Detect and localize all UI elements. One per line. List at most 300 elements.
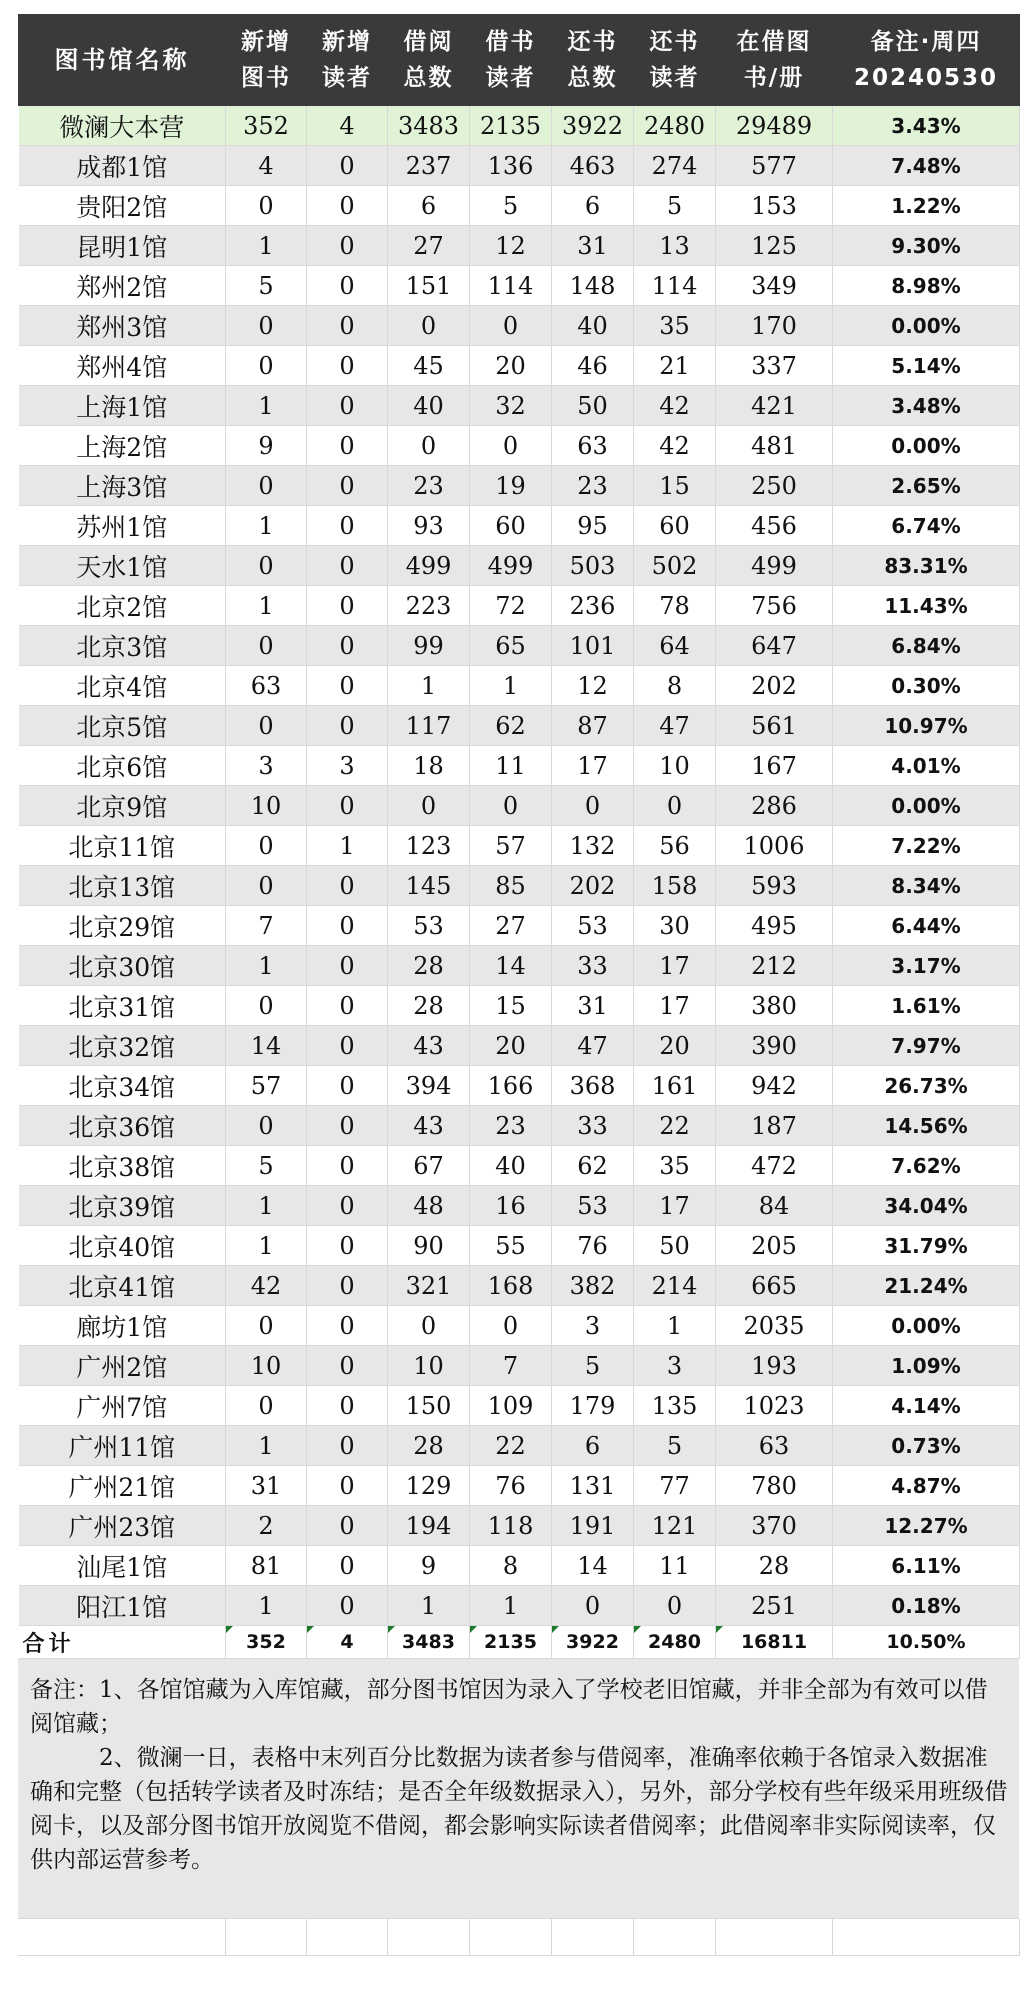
total-borrowing-readers[interactable] [470,1626,552,1659]
cell-new-books[interactable]: 4 [226,146,307,186]
cell-total-returned[interactable]: 87 [552,706,634,746]
cell-borrowing-readers[interactable]: 0 [470,786,552,826]
cell-borrow-rate[interactable]: 8.34% [833,866,1020,906]
cell-books-on-loan[interactable]: 29489 [716,106,833,146]
cell-returning-readers[interactable]: 42 [634,386,716,426]
cell-total-returned[interactable]: 31 [552,986,634,1026]
cell-total-returned[interactable]: 382 [552,1266,634,1306]
cell-books-on-loan[interactable]: 84 [716,1186,833,1226]
cell-borrow-rate[interactable]: 0.00% [833,786,1020,826]
cell-borrow-rate[interactable]: 7.97% [833,1026,1020,1066]
cell-total-returned[interactable]: 33 [552,1106,634,1146]
cell-new-readers[interactable]: 0 [307,666,388,706]
cell-borrow-rate[interactable]: 6.84% [833,626,1020,666]
cell-new-books[interactable]: 0 [226,346,307,386]
cell-new-readers[interactable]: 0 [307,1186,388,1226]
cell-borrowing-readers[interactable]: 2135 [470,106,552,146]
cell-returning-readers[interactable]: 56 [634,826,716,866]
cell-total-borrowed[interactable]: 28 [388,1426,470,1466]
cell-total-borrowed[interactable]: 99 [388,626,470,666]
cell-total-borrowed[interactable]: 394 [388,1066,470,1106]
cell-returning-readers[interactable]: 161 [634,1066,716,1106]
cell-new-readers[interactable]: 0 [307,866,388,906]
cell-total-borrowed[interactable]: 10 [388,1346,470,1386]
cell-new-books[interactable]: 0 [226,466,307,506]
cell-new-readers[interactable]: 0 [307,146,388,186]
cell-returning-readers[interactable]: 22 [634,1106,716,1146]
cell-returning-readers[interactable]: 5 [634,1426,716,1466]
cell-total-borrowed[interactable]: 123 [388,826,470,866]
cell-new-readers[interactable]: 0 [307,786,388,826]
cell-new-books[interactable]: 352 [226,106,307,146]
cell-borrow-rate[interactable]: 0.00% [833,1306,1020,1346]
cell-new-books[interactable]: 7 [226,906,307,946]
cell-total-borrowed[interactable]: 18 [388,746,470,786]
cell-books-on-loan[interactable]: 561 [716,706,833,746]
cell-total-borrowed[interactable]: 1 [388,1586,470,1626]
cell-new-readers[interactable]: 0 [307,1226,388,1266]
cell-books-on-loan[interactable]: 481 [716,426,833,466]
cell-borrowing-readers[interactable]: 0 [470,426,552,466]
cell-total-returned[interactable]: 3 [552,1306,634,1346]
cell-borrow-rate[interactable]: 7.22% [833,826,1020,866]
cell-library-name[interactable]: 上海3馆 [19,466,226,506]
cell-books-on-loan[interactable]: 63 [716,1426,833,1466]
cell-new-readers[interactable]: 0 [307,1586,388,1626]
total-borrow-rate[interactable] [833,1626,1020,1659]
cell-total-returned[interactable]: 132 [552,826,634,866]
cell-new-books[interactable]: 1 [226,946,307,986]
cell-total-borrowed[interactable]: 223 [388,586,470,626]
cell-new-books[interactable]: 10 [226,1346,307,1386]
cell-new-readers[interactable]: 0 [307,1146,388,1186]
cell-new-readers[interactable]: 0 [307,1506,388,1546]
cell-returning-readers[interactable]: 8 [634,666,716,706]
cell-library-name[interactable]: 北京9馆 [19,786,226,826]
cell-total-borrowed[interactable]: 151 [388,266,470,306]
cell-total-borrowed[interactable]: 23 [388,466,470,506]
cell-library-name[interactable]: 北京5馆 [19,706,226,746]
cell-library-name[interactable]: 贵阳2馆 [19,186,226,226]
cell-borrow-rate[interactable]: 1.09% [833,1346,1020,1386]
cell-total-borrowed[interactable]: 145 [388,866,470,906]
cell-total-returned[interactable]: 3922 [552,106,634,146]
cell-books-on-loan[interactable]: 125 [716,226,833,266]
cell-books-on-loan[interactable]: 337 [716,346,833,386]
cell-borrowing-readers[interactable]: 62 [470,706,552,746]
cell-total-borrowed[interactable]: 6 [388,186,470,226]
cell-books-on-loan[interactable]: 286 [716,786,833,826]
total-new-readers[interactable] [307,1626,388,1659]
cell-total-returned[interactable]: 503 [552,546,634,586]
cell-new-readers[interactable]: 4 [307,106,388,146]
cell-borrow-rate[interactable]: 34.04% [833,1186,1020,1226]
cell-new-books[interactable]: 57 [226,1066,307,1106]
cell-new-readers[interactable]: 0 [307,266,388,306]
cell-library-name[interactable]: 北京38馆 [19,1146,226,1186]
cell-library-name[interactable]: 昆明1馆 [19,226,226,266]
cell-total-borrowed[interactable]: 28 [388,946,470,986]
cell-returning-readers[interactable]: 121 [634,1506,716,1546]
cell-borrow-rate[interactable]: 4.01% [833,746,1020,786]
cell-borrow-rate[interactable]: 83.31% [833,546,1020,586]
cell-borrowing-readers[interactable]: 109 [470,1386,552,1426]
cell-library-name[interactable]: 广州11馆 [19,1426,226,1466]
cell-library-name[interactable]: 广州7馆 [19,1386,226,1426]
cell-borrow-rate[interactable]: 6.74% [833,506,1020,546]
cell-borrow-rate[interactable]: 10.97% [833,706,1020,746]
cell-total-returned[interactable]: 12 [552,666,634,706]
cell-total-returned[interactable]: 191 [552,1506,634,1546]
cell-total-returned[interactable]: 17 [552,746,634,786]
total-books-on-loan[interactable] [716,1626,833,1659]
cell-total-borrowed[interactable]: 9 [388,1546,470,1586]
cell-new-books[interactable]: 0 [226,186,307,226]
empty-cell[interactable] [225,1919,306,1956]
cell-library-name[interactable]: 上海2馆 [19,426,226,466]
cell-total-returned[interactable]: 62 [552,1146,634,1186]
cell-returning-readers[interactable]: 77 [634,1466,716,1506]
cell-borrow-rate[interactable]: 8.98% [833,266,1020,306]
cell-total-borrowed[interactable]: 40 [388,386,470,426]
cell-total-returned[interactable]: 0 [552,786,634,826]
cell-new-books[interactable]: 1 [226,1586,307,1626]
cell-returning-readers[interactable]: 11 [634,1546,716,1586]
cell-new-books[interactable]: 42 [226,1266,307,1306]
cell-borrowing-readers[interactable]: 0 [470,1306,552,1346]
cell-borrowing-readers[interactable]: 11 [470,746,552,786]
cell-total-borrowed[interactable]: 3483 [388,106,470,146]
cell-new-books[interactable]: 0 [226,1306,307,1346]
cell-books-on-loan[interactable]: 756 [716,586,833,626]
cell-borrowing-readers[interactable]: 0 [470,306,552,346]
cell-books-on-loan[interactable]: 212 [716,946,833,986]
cell-returning-readers[interactable]: 30 [634,906,716,946]
cell-library-name[interactable]: 阳江1馆 [19,1586,226,1626]
cell-returning-readers[interactable]: 2480 [634,106,716,146]
cell-returning-readers[interactable]: 78 [634,586,716,626]
cell-borrow-rate[interactable]: 3.43% [833,106,1020,146]
cell-total-returned[interactable]: 53 [552,1186,634,1226]
cell-library-name[interactable]: 北京39馆 [19,1186,226,1226]
cell-borrowing-readers[interactable]: 12 [470,226,552,266]
cell-new-books[interactable]: 5 [226,266,307,306]
cell-returning-readers[interactable]: 135 [634,1386,716,1426]
cell-new-readers[interactable]: 0 [307,626,388,666]
cell-new-readers[interactable]: 3 [307,746,388,786]
cell-total-returned[interactable]: 95 [552,506,634,546]
cell-books-on-loan[interactable]: 472 [716,1146,833,1186]
cell-new-readers[interactable]: 0 [307,186,388,226]
cell-total-borrowed[interactable]: 1 [388,666,470,706]
cell-new-readers[interactable]: 0 [307,1426,388,1466]
cell-total-returned[interactable]: 101 [552,626,634,666]
cell-returning-readers[interactable]: 0 [634,1586,716,1626]
cell-library-name[interactable]: 北京34馆 [19,1066,226,1106]
cell-new-readers[interactable]: 0 [307,986,388,1026]
cell-books-on-loan[interactable]: 780 [716,1466,833,1506]
cell-new-books[interactable]: 0 [226,866,307,906]
cell-total-borrowed[interactable]: 194 [388,1506,470,1546]
cell-books-on-loan[interactable]: 421 [716,386,833,426]
cell-returning-readers[interactable]: 60 [634,506,716,546]
cell-library-name[interactable]: 北京6馆 [19,746,226,786]
cell-borrow-rate[interactable]: 5.14% [833,346,1020,386]
cell-new-books[interactable]: 63 [226,666,307,706]
cell-total-returned[interactable]: 53 [552,906,634,946]
cell-new-books[interactable]: 2 [226,1506,307,1546]
cell-borrowing-readers[interactable]: 23 [470,1106,552,1146]
cell-returning-readers[interactable]: 214 [634,1266,716,1306]
cell-returning-readers[interactable]: 15 [634,466,716,506]
cell-books-on-loan[interactable]: 251 [716,1586,833,1626]
cell-books-on-loan[interactable]: 390 [716,1026,833,1066]
cell-borrowing-readers[interactable]: 166 [470,1066,552,1106]
total-new-books[interactable] [226,1626,307,1659]
cell-new-readers[interactable]: 0 [307,306,388,346]
cell-new-books[interactable]: 10 [226,786,307,826]
cell-total-borrowed[interactable]: 0 [388,306,470,346]
empty-cell[interactable] [715,1919,832,1956]
cell-borrow-rate[interactable]: 1.22% [833,186,1020,226]
cell-library-name[interactable]: 北京30馆 [19,946,226,986]
cell-library-name[interactable]: 郑州4馆 [19,346,226,386]
cell-new-books[interactable]: 1 [226,1426,307,1466]
cell-books-on-loan[interactable]: 349 [716,266,833,306]
cell-borrowing-readers[interactable]: 20 [470,346,552,386]
cell-total-borrowed[interactable]: 45 [388,346,470,386]
cell-borrowing-readers[interactable]: 1 [470,1586,552,1626]
cell-new-readers[interactable]: 0 [307,1026,388,1066]
empty-cell[interactable] [551,1919,633,1956]
cell-books-on-loan[interactable]: 250 [716,466,833,506]
cell-new-books[interactable]: 1 [226,1186,307,1226]
cell-borrow-rate[interactable]: 21.24% [833,1266,1020,1306]
cell-new-books[interactable]: 1 [226,506,307,546]
cell-books-on-loan[interactable]: 593 [716,866,833,906]
cell-total-returned[interactable]: 463 [552,146,634,186]
cell-borrowing-readers[interactable]: 55 [470,1226,552,1266]
cell-borrowing-readers[interactable]: 65 [470,626,552,666]
cell-returning-readers[interactable]: 20 [634,1026,716,1066]
cell-library-name[interactable]: 北京40馆 [19,1226,226,1266]
cell-library-name[interactable]: 北京2馆 [19,586,226,626]
cell-books-on-loan[interactable]: 577 [716,146,833,186]
cell-borrow-rate[interactable]: 3.17% [833,946,1020,986]
cell-library-name[interactable]: 天水1馆 [19,546,226,586]
cell-new-readers[interactable]: 0 [307,386,388,426]
cell-borrow-rate[interactable]: 6.44% [833,906,1020,946]
cell-total-borrowed[interactable]: 43 [388,1026,470,1066]
empty-cell[interactable] [469,1919,551,1956]
cell-borrowing-readers[interactable]: 27 [470,906,552,946]
cell-library-name[interactable]: 北京31馆 [19,986,226,1026]
empty-cell[interactable] [832,1919,1019,1956]
cell-total-returned[interactable]: 6 [552,186,634,226]
cell-new-readers[interactable]: 0 [307,426,388,466]
cell-library-name[interactable]: 北京41馆 [19,1266,226,1306]
cell-new-readers[interactable]: 0 [307,506,388,546]
cell-total-borrowed[interactable]: 129 [388,1466,470,1506]
cell-returning-readers[interactable]: 35 [634,306,716,346]
cell-borrowing-readers[interactable]: 14 [470,946,552,986]
cell-books-on-loan[interactable]: 495 [716,906,833,946]
empty-cell[interactable] [18,1919,225,1956]
cell-returning-readers[interactable]: 114 [634,266,716,306]
cell-total-borrowed[interactable]: 117 [388,706,470,746]
cell-new-books[interactable]: 14 [226,1026,307,1066]
total-library-name[interactable] [19,1626,226,1659]
cell-library-name[interactable]: 北京4馆 [19,666,226,706]
cell-borrowing-readers[interactable]: 57 [470,826,552,866]
cell-borrowing-readers[interactable]: 32 [470,386,552,426]
cell-returning-readers[interactable]: 502 [634,546,716,586]
cell-returning-readers[interactable]: 10 [634,746,716,786]
cell-new-books[interactable]: 1 [226,586,307,626]
cell-borrowing-readers[interactable]: 72 [470,586,552,626]
cell-borrow-rate[interactable]: 14.56% [833,1106,1020,1146]
cell-borrow-rate[interactable]: 3.48% [833,386,1020,426]
cell-library-name[interactable]: 北京32馆 [19,1026,226,1066]
cell-library-name[interactable]: 广州21馆 [19,1466,226,1506]
cell-returning-readers[interactable]: 13 [634,226,716,266]
cell-total-returned[interactable]: 63 [552,426,634,466]
cell-new-readers[interactable]: 0 [307,946,388,986]
cell-books-on-loan[interactable]: 942 [716,1066,833,1106]
cell-new-readers[interactable]: 0 [307,546,388,586]
cell-returning-readers[interactable]: 50 [634,1226,716,1266]
cell-borrowing-readers[interactable]: 7 [470,1346,552,1386]
cell-new-readers[interactable]: 0 [307,1346,388,1386]
cell-returning-readers[interactable]: 17 [634,986,716,1026]
cell-borrow-rate[interactable]: 31.79% [833,1226,1020,1266]
cell-new-books[interactable]: 0 [226,986,307,1026]
cell-new-readers[interactable]: 0 [307,1306,388,1346]
cell-borrowing-readers[interactable]: 168 [470,1266,552,1306]
cell-books-on-loan[interactable]: 665 [716,1266,833,1306]
cell-total-returned[interactable]: 23 [552,466,634,506]
cell-borrow-rate[interactable]: 12.27% [833,1506,1020,1546]
cell-books-on-loan[interactable]: 202 [716,666,833,706]
cell-borrowing-readers[interactable]: 40 [470,1146,552,1186]
cell-total-borrowed[interactable]: 237 [388,146,470,186]
cell-borrowing-readers[interactable]: 114 [470,266,552,306]
cell-new-books[interactable]: 81 [226,1546,307,1586]
cell-total-borrowed[interactable]: 27 [388,226,470,266]
cell-new-readers[interactable]: 0 [307,346,388,386]
cell-books-on-loan[interactable]: 380 [716,986,833,1026]
cell-library-name[interactable]: 汕尾1馆 [19,1546,226,1586]
cell-library-name[interactable]: 郑州3馆 [19,306,226,346]
cell-library-name[interactable]: 郑州2馆 [19,266,226,306]
empty-cell[interactable] [387,1919,469,1956]
cell-books-on-loan[interactable]: 187 [716,1106,833,1146]
cell-borrow-rate[interactable]: 0.30% [833,666,1020,706]
cell-total-returned[interactable]: 148 [552,266,634,306]
cell-new-books[interactable]: 1 [226,386,307,426]
cell-library-name[interactable]: 廊坊1馆 [19,1306,226,1346]
cell-library-name[interactable]: 苏州1馆 [19,506,226,546]
cell-library-name[interactable]: 北京11馆 [19,826,226,866]
cell-new-readers[interactable]: 0 [307,226,388,266]
cell-total-borrowed[interactable]: 499 [388,546,470,586]
cell-library-name[interactable]: 上海1馆 [19,386,226,426]
cell-returning-readers[interactable]: 17 [634,1186,716,1226]
cell-books-on-loan[interactable]: 205 [716,1226,833,1266]
cell-total-borrowed[interactable]: 90 [388,1226,470,1266]
cell-library-name[interactable]: 微澜大本营 [19,106,226,146]
cell-new-books[interactable]: 1 [226,1226,307,1266]
cell-borrowing-readers[interactable]: 136 [470,146,552,186]
total-total-borrowed[interactable] [388,1626,470,1659]
cell-total-returned[interactable]: 76 [552,1226,634,1266]
cell-total-returned[interactable]: 0 [552,1586,634,1626]
cell-borrowing-readers[interactable]: 19 [470,466,552,506]
cell-total-returned[interactable]: 179 [552,1386,634,1426]
cell-books-on-loan[interactable]: 1023 [716,1386,833,1426]
cell-total-returned[interactable]: 40 [552,306,634,346]
cell-new-readers[interactable]: 0 [307,466,388,506]
cell-books-on-loan[interactable]: 1006 [716,826,833,866]
cell-returning-readers[interactable]: 64 [634,626,716,666]
cell-returning-readers[interactable]: 1 [634,1306,716,1346]
cell-books-on-loan[interactable]: 2035 [716,1306,833,1346]
cell-borrowing-readers[interactable]: 499 [470,546,552,586]
cell-borrowing-readers[interactable]: 118 [470,1506,552,1546]
cell-total-borrowed[interactable]: 0 [388,426,470,466]
cell-library-name[interactable]: 广州23馆 [19,1506,226,1546]
cell-borrow-rate[interactable]: 6.11% [833,1546,1020,1586]
cell-library-name[interactable]: 北京3馆 [19,626,226,666]
cell-new-books[interactable]: 0 [226,626,307,666]
cell-new-readers[interactable]: 0 [307,906,388,946]
cell-returning-readers[interactable]: 17 [634,946,716,986]
cell-new-readers[interactable]: 1 [307,826,388,866]
cell-borrowing-readers[interactable]: 5 [470,186,552,226]
cell-new-books[interactable]: 0 [226,1106,307,1146]
cell-borrowing-readers[interactable]: 20 [470,1026,552,1066]
cell-returning-readers[interactable]: 158 [634,866,716,906]
cell-new-books[interactable]: 0 [226,826,307,866]
cell-new-readers[interactable]: 0 [307,1266,388,1306]
cell-books-on-loan[interactable]: 193 [716,1346,833,1386]
cell-library-name[interactable]: 北京13馆 [19,866,226,906]
cell-borrowing-readers[interactable]: 1 [470,666,552,706]
cell-returning-readers[interactable]: 274 [634,146,716,186]
cell-borrow-rate[interactable]: 1.61% [833,986,1020,1026]
cell-returning-readers[interactable]: 35 [634,1146,716,1186]
cell-books-on-loan[interactable]: 170 [716,306,833,346]
cell-total-borrowed[interactable]: 0 [388,786,470,826]
cell-library-name[interactable]: 成都1馆 [19,146,226,186]
cell-returning-readers[interactable]: 42 [634,426,716,466]
cell-total-returned[interactable]: 14 [552,1546,634,1586]
cell-borrow-rate[interactable]: 26.73% [833,1066,1020,1106]
cell-borrow-rate[interactable]: 4.87% [833,1466,1020,1506]
cell-borrowing-readers[interactable]: 22 [470,1426,552,1466]
cell-books-on-loan[interactable]: 28 [716,1546,833,1586]
cell-borrow-rate[interactable]: 4.14% [833,1386,1020,1426]
cell-borrow-rate[interactable]: 2.65% [833,466,1020,506]
cell-library-name[interactable]: 北京29馆 [19,906,226,946]
cell-borrow-rate[interactable]: 0.73% [833,1426,1020,1466]
cell-total-borrowed[interactable]: 0 [388,1306,470,1346]
cell-borrow-rate[interactable]: 7.48% [833,146,1020,186]
cell-total-borrowed[interactable]: 48 [388,1186,470,1226]
cell-total-returned[interactable]: 6 [552,1426,634,1466]
empty-cell[interactable] [306,1919,387,1956]
cell-total-returned[interactable]: 236 [552,586,634,626]
